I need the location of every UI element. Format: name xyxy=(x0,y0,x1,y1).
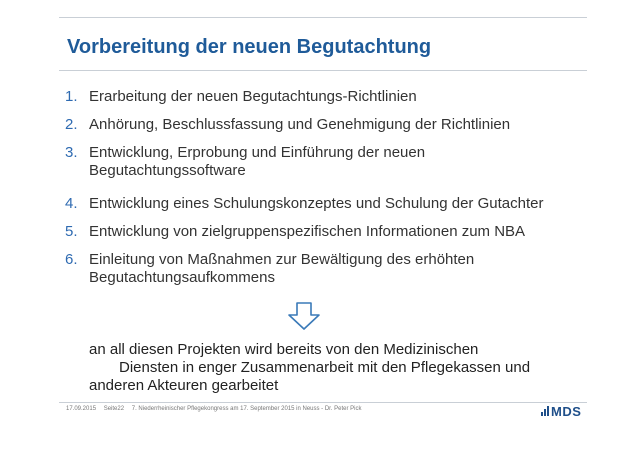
list-text: Entwicklung, Erprobung und Einführung der neuen Begutachtungssoftware xyxy=(89,144,426,179)
list-text: Anhörung, Beschlussfassung und Genehmigung der Richtlinien xyxy=(89,116,511,133)
list-item xyxy=(65,116,605,134)
summary-line: anderen Akteuren gearbeitet xyxy=(89,377,279,394)
list-number: 5. xyxy=(65,223,78,240)
down-arrow-icon xyxy=(287,302,321,330)
list-item xyxy=(65,144,605,180)
mds-logo xyxy=(541,404,581,418)
list-number: 1. xyxy=(65,88,78,105)
list-number: 6. xyxy=(65,251,78,268)
list-text: Entwicklung von zielgruppenspezifischen Informationen zum NBA xyxy=(89,223,526,240)
list-text: Entwicklung eines Schulungskonzeptes und Schulung der Gutachter xyxy=(89,195,544,212)
footer-date: 17.09.2015 xyxy=(66,406,97,412)
slide-title: Vorbereitung der neuen Begutachtung xyxy=(67,36,432,58)
footer-event: 7. Niederrheinischer Pflegekongress am 17. September 2015 in Neuss - Dr. Peter Pick xyxy=(131,406,362,412)
summary-line: Diensten in enger Zusammenarbeit mit den Pflegekassen und xyxy=(119,359,531,376)
list-item xyxy=(65,88,605,106)
logo-bars-icon xyxy=(541,406,550,416)
list-number: 2. xyxy=(65,116,78,133)
summary-text xyxy=(89,341,589,395)
footer-rule xyxy=(59,402,587,403)
list-item xyxy=(65,195,605,213)
list-number: 3. xyxy=(65,144,78,161)
numbered-list xyxy=(65,88,605,287)
header-rule xyxy=(59,17,587,18)
footer-page: Seite22 xyxy=(103,406,125,412)
list-item xyxy=(65,251,605,287)
list-item xyxy=(65,223,605,241)
footer xyxy=(66,406,368,412)
logo-text: MDS xyxy=(551,403,582,419)
summary-line: an all diesen Projekten wird bereits von den Medizinischen xyxy=(89,341,479,358)
title-rule xyxy=(59,70,587,71)
list-text: Erarbeitung der neuen Begutachtungs-Richtlinien xyxy=(89,88,417,105)
list-number: 4. xyxy=(65,195,78,212)
list-text: Einleitung von Maßnahmen zur Bewältigung des erhöhten Begutachtungsaufkommens xyxy=(89,251,475,286)
